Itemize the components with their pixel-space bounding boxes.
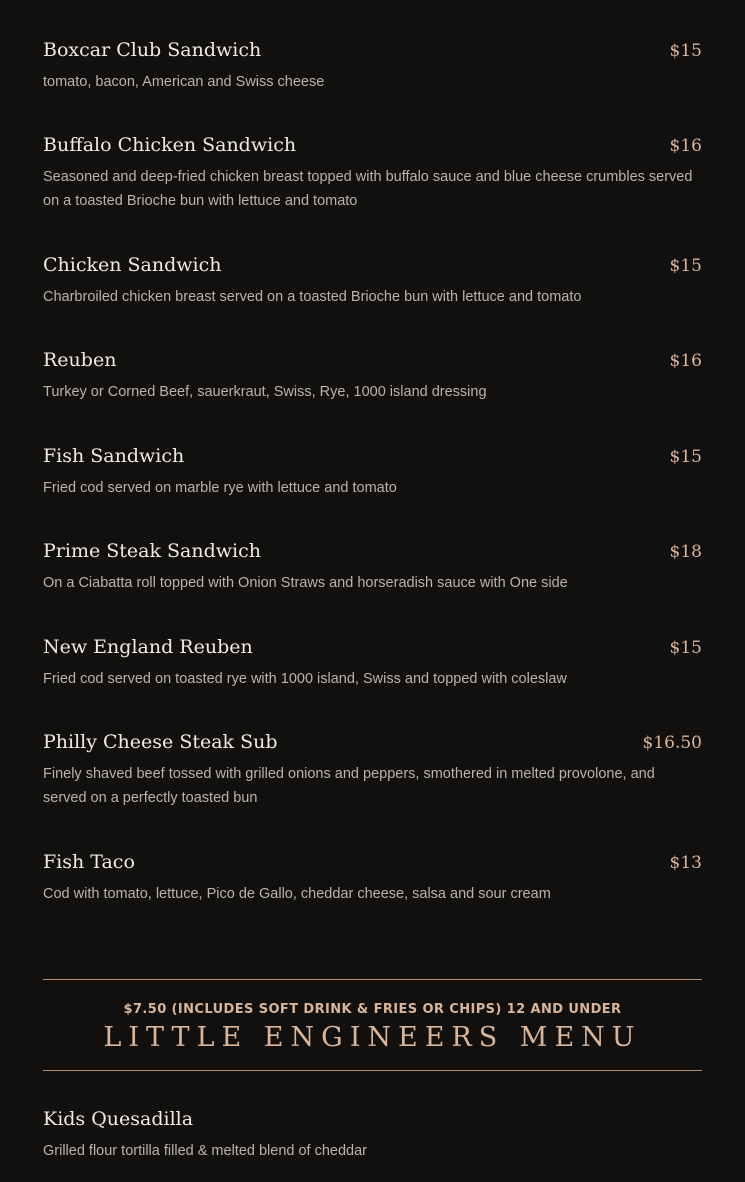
menu-item-name: Boxcar Club Sandwich <box>43 39 262 61</box>
menu-item-name: Philly Cheese Steak Sub <box>43 731 278 753</box>
menu-item-name: New England Reuben <box>43 636 253 658</box>
menu-item-description: Fried cod served on toasted rye with 1000 island, Swiss and topped with coleslaw <box>43 671 567 687</box>
menu-item-description: Charbroiled chicken breast served on a toasted Brioche bun with lettuce and tomato <box>43 289 582 305</box>
menu-item <box>43 538 702 595</box>
menu-item <box>43 347 702 404</box>
menu-item-header <box>43 443 702 470</box>
menu-item-name: Prime Steak Sandwich <box>43 540 261 562</box>
menu-item-description: Cod with tomato, lettuce, Pico de Gallo, cheddar cheese, salsa and sour cream <box>43 886 551 902</box>
menu-item-price: $16 <box>669 136 702 156</box>
menu-item-description: Turkey or Corned Beef, sauerkraut, Swiss, Rye, 1000 island dressing <box>43 384 487 400</box>
menu-item-name: Buffalo Chicken Sandwich <box>43 134 297 156</box>
menu-item-description: Fried cod served on marble rye with lettuce and tomato <box>43 480 397 496</box>
menu-item <box>43 37 702 94</box>
menu-item-price: $16 <box>669 351 702 371</box>
menu-item-header <box>43 729 702 756</box>
menu-item-header <box>43 634 702 661</box>
menu-item-name: Fish Sandwich <box>43 445 185 467</box>
kids-menu-title: LITTLE ENGINEERS MENU <box>103 1022 642 1053</box>
menu-item-name: Chicken Sandwich <box>43 254 222 276</box>
menu-item-header <box>43 37 702 64</box>
menu-item <box>43 849 702 906</box>
menu-item-price: $13 <box>669 853 702 873</box>
menu-item-header <box>43 538 702 565</box>
menu-item <box>43 729 702 810</box>
menu-item-header <box>43 347 702 374</box>
menu-item-price: $15 <box>669 41 702 61</box>
menu-item-description: Finely shaved beef tossed with grilled onions and peppers, smothered in melted provolone, and served on a perfectly toasted bun <box>43 766 655 806</box>
menu-item <box>43 252 702 309</box>
menu-item-header <box>43 252 702 279</box>
menu-item-description: Seasoned and deep-fried chicken breast topped with buffalo sauce and blue cheese crumbles served on a toasted Brioche bun with lettuce and tomato <box>43 169 693 209</box>
menu-item <box>43 634 702 691</box>
menu-item-description: Grilled flour tortilla filled & melted blend of cheddar <box>43 1143 367 1159</box>
menu-item-description: tomato, bacon, American and Swiss cheese <box>43 74 325 90</box>
menu-item-header <box>43 849 702 876</box>
kids-menu-subtitle: $7.50 (INCLUDES SOFT DRINK & FRIES OR CHIPS) 12 AND UNDER <box>123 1002 622 1017</box>
menu-item-name: Kids Quesadilla <box>43 1108 194 1130</box>
menu-item-description: On a Ciabatta roll topped with Onion Straws and horseradish sauce with One side <box>43 575 568 591</box>
menu-item <box>43 443 702 500</box>
menu-item-price: $16.50 <box>642 733 702 753</box>
menu-item-price: $15 <box>669 638 702 658</box>
menu-item-name: Reuben <box>43 349 117 371</box>
menu-item-header <box>43 1106 702 1132</box>
menu-item-price: $15 <box>669 256 702 276</box>
menu-item-price: $18 <box>669 542 702 562</box>
kids-menu-section-header <box>43 979 702 1071</box>
menu-item-price: $15 <box>669 447 702 467</box>
menu-item-name: Fish Taco <box>43 851 135 873</box>
kids-menu-item <box>43 1106 702 1163</box>
menu-item <box>43 132 702 213</box>
menu-item-header <box>43 132 702 159</box>
